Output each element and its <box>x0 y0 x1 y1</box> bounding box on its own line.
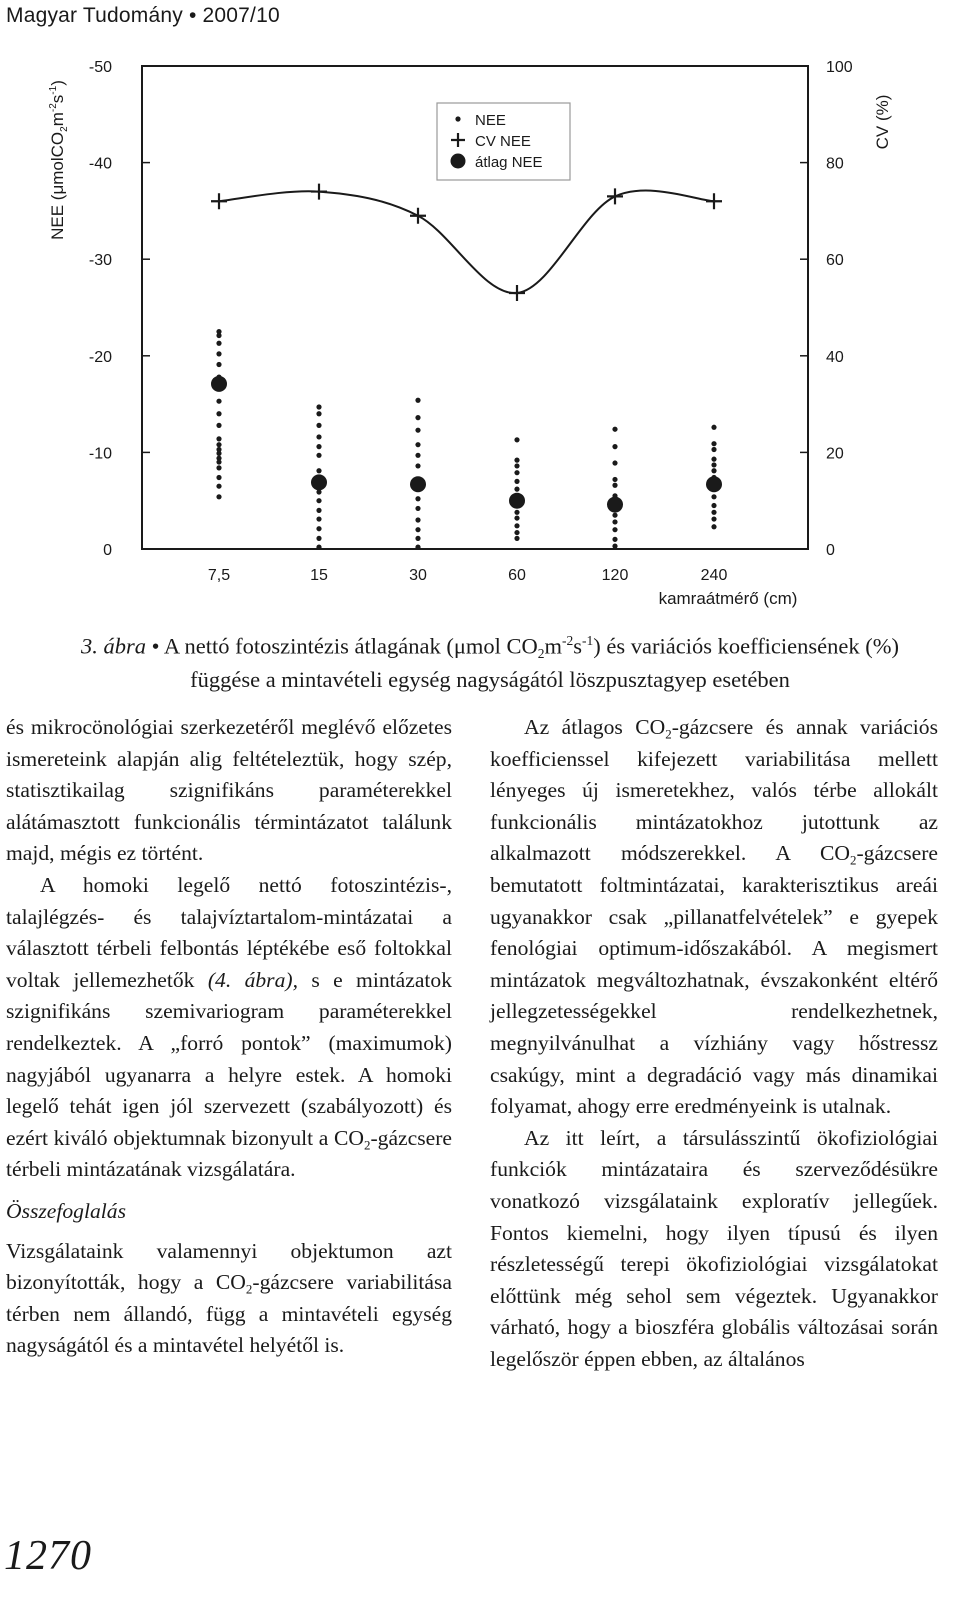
nee-point <box>216 442 221 447</box>
caption-line-1: 3. ábra • A nettó fotoszintézis átlagának (μmol $CO_2m^{-2}s^{-1}$) és variációs koefficiensének (%) <box>80 633 899 662</box>
mean-nee-point <box>311 474 327 490</box>
nee-point <box>514 510 519 515</box>
nee-cv-chart <box>0 40 960 620</box>
nee-point <box>216 451 221 456</box>
nee-point <box>612 527 617 532</box>
nee-point <box>711 425 716 430</box>
nee-point <box>216 465 221 470</box>
nee-point <box>216 341 221 346</box>
nee-point <box>711 468 716 473</box>
nee-point <box>216 436 221 441</box>
nee-point <box>711 516 716 521</box>
mean-nee-point <box>509 493 525 509</box>
nee-point <box>216 399 221 404</box>
left-tick-label: -30 <box>88 252 112 270</box>
left-paragraph-3: Vizsgálataink valamennyi objektumon azt bizonyították, hogy a $CO_2$-gázcsere variabilitása térben nem állandó, függ a mintavételi egység nagyságától és a mintavétel helyétől is. <box>6 1238 452 1358</box>
right-tick-label: 40 <box>826 348 844 366</box>
nee-point <box>216 494 221 499</box>
nee-point <box>612 537 617 542</box>
nee-point <box>216 362 221 367</box>
nee-point <box>415 463 420 468</box>
nee-point <box>514 536 519 541</box>
nee-point <box>514 530 519 535</box>
nee-point <box>316 544 321 549</box>
nee-point <box>415 453 420 458</box>
legend <box>437 103 570 180</box>
cv-nee-curve <box>219 191 714 294</box>
nee-point <box>216 411 221 416</box>
nee-point <box>415 415 420 420</box>
legend-nee-label: NEE <box>475 112 506 129</box>
nee-point <box>612 483 617 488</box>
cv-nee-point <box>607 188 623 204</box>
right-paragraph-2: Az itt leírt, a társulásszintű ökofiziológiai funkciók mintázataira és szerveződésükre vonatkozó vizsgálataink exploratív jellegűek. Fontos kiemelni, hogy ilyen típusú és ilyen részletességű terepi ökofiziológiai vizsgálatokat előttünk még sehol sem végeztek. Ugyanakkor várható, hogy a bioszféra globális változásai során legelőször éppen ebben, az általános <box>490 1125 938 1371</box>
mean-nee-point <box>706 476 722 492</box>
right-tick-label: 20 <box>826 445 844 463</box>
running-header: Magyar Tudomány • 2007/10 <box>6 4 280 27</box>
nee-point <box>711 524 716 529</box>
mean-nee-point <box>410 476 426 492</box>
nee-point <box>514 463 519 468</box>
nee-point <box>316 404 321 409</box>
cv-nee-point <box>410 208 426 224</box>
nee-point <box>316 453 321 458</box>
right-tick-label: 100 <box>826 59 853 76</box>
cv-nee-point <box>211 193 227 209</box>
nee-point <box>514 487 519 492</box>
right-paragraph-1: Az átlagos $CO_2$-gázcsere és annak variációs koefficienssel kifejezett variabilitása mellett lényeges új ismeretekhez, valós térbe allokált funkcionális mintázatokhoz jutottunk az alkalmazott módszerekkel. A $CO_2$-gázcsere bemutatott foltmintázatai, karakterisztikus areái ugyanakkor csak „pillanatfelvételek” e gyepek fenológiai optimum-időszakából. A megismert mintázatok megváltozhatnak, évszakonként eltérő jellegzetességekkel rendelkezhetnek, megnyilvánulhat a vízhiány vagy hőstressz csakúgy, mint a degradáció vagy más dinamikai folyamat, ahogy erre eredményeink is utalnak. <box>490 715 939 1119</box>
left-column <box>6 712 452 1362</box>
caption-line-2: függése a mintavételi egység nagyságától löszpusztagyep esetében <box>190 666 790 692</box>
x-tick-label: 120 <box>601 567 629 584</box>
left-paragraph-1: és mikrocönológiai szerkezetéről meglévő előzetes ismereteink alapján alig feltételeztük, hogy szép, statisztikailag szignifikáns paraméterekkel alátámasztott funkcionális términtázatot találunk majd, mégis ez történt. <box>6 715 452 866</box>
nee-point <box>316 516 321 521</box>
nee-point <box>612 519 617 524</box>
nee-point <box>415 398 420 403</box>
nee-point <box>612 444 617 449</box>
left-tick-label: -20 <box>88 348 112 366</box>
figure-3 <box>0 40 960 620</box>
nee-point <box>316 526 321 531</box>
nee-point <box>415 496 420 501</box>
nee-point <box>415 544 420 549</box>
legend-mean-marker <box>451 154 466 169</box>
nee-point <box>216 475 221 480</box>
nee-point <box>415 517 420 522</box>
nee-point <box>216 333 221 338</box>
legend-cv-label: CV NEE <box>475 133 531 150</box>
y-axis-label-left: NEE $(\mu molCO_2m^{-2}s^{-1})$ <box>48 80 70 240</box>
cv-nee-point <box>509 285 525 301</box>
left-tick-label: -40 <box>88 155 112 173</box>
figure-caption <box>40 624 940 696</box>
nee-point <box>514 523 519 528</box>
nee-point <box>415 428 420 433</box>
page-number: 1270 <box>4 1533 92 1579</box>
nee-point <box>316 536 321 541</box>
nee-point <box>216 423 221 428</box>
nee-point <box>216 351 221 356</box>
nee-point <box>514 470 519 475</box>
cv-nee-point <box>311 184 327 200</box>
left-tick-label: -10 <box>88 445 112 463</box>
nee-point <box>316 498 321 503</box>
nee-point <box>415 536 420 541</box>
nee-point <box>216 459 221 464</box>
left-paragraph-2: A homoki legelő nettó fotoszintézis-, talajlégzés- és talajvíztartalom-mintázatai a választott térbeli felbontás léptékébe eső foltokkal voltak jellemezhetők (4. ábra), s e mintázatok szignifikáns szemivariogram paraméterekkel rendelkeztek. A „forró pontok” (maximumok) nagyjából ugyanarra a helyre estek. A homoki legelő tehát igen jól szervezett (szabályozott) és ezért kiváló objektumnak bizonyult a $CO_2$-gázcsere térbeli mintázatának vizsgálatára. <box>6 872 452 1182</box>
nee-point <box>612 477 617 482</box>
mean-nee-point <box>607 497 623 513</box>
right-column <box>490 712 938 1375</box>
x-axis-label: kamraátmérő (cm) <box>658 589 798 608</box>
nee-point <box>711 494 716 499</box>
legend-mean-label: átlag NEE <box>475 154 543 171</box>
nee-point <box>711 447 716 452</box>
nee-point <box>514 437 519 442</box>
nee-point <box>514 458 519 463</box>
nee-point <box>415 442 420 447</box>
nee-point <box>711 503 716 508</box>
nee-point <box>711 462 716 467</box>
right-tick-label: 0 <box>826 542 835 559</box>
x-tick-label: 30 <box>409 567 427 584</box>
nee-point <box>316 444 321 449</box>
nee-point <box>514 515 519 520</box>
left-tick-label: -50 <box>88 59 112 76</box>
figure-reference: (4. ábra), <box>207 967 298 992</box>
x-tick-label: 60 <box>508 567 526 584</box>
nee-point <box>711 510 716 515</box>
cv-nee-point <box>706 193 722 209</box>
nee-point <box>316 423 321 428</box>
legend-nee-marker <box>455 116 460 121</box>
nee-point <box>415 506 420 511</box>
nee-point <box>316 468 321 473</box>
x-tick-label: 15 <box>310 567 328 584</box>
nee-point <box>514 479 519 484</box>
nee-point <box>316 434 321 439</box>
nee-point <box>612 544 617 549</box>
x-tick-label: 7,5 <box>207 567 231 584</box>
left-tick-label: 0 <box>103 542 112 559</box>
y-axis-label-right: CV (%) <box>873 94 892 150</box>
right-tick-label: 60 <box>826 252 844 270</box>
section-heading-summary: Összefoglalás <box>6 1198 126 1223</box>
nee-point <box>612 513 617 518</box>
mean-nee-point <box>211 376 227 392</box>
nee-point <box>711 441 716 446</box>
nee-point <box>216 484 221 489</box>
nee-point <box>612 427 617 432</box>
x-tick-label: 240 <box>700 567 728 584</box>
nee-point <box>711 457 716 462</box>
nee-point <box>415 527 420 532</box>
nee-point <box>612 460 617 465</box>
caption-figure-number: 3. ábra <box>80 633 146 659</box>
nee-point <box>316 508 321 513</box>
nee-point <box>316 411 321 416</box>
right-tick-label: 80 <box>826 155 844 173</box>
